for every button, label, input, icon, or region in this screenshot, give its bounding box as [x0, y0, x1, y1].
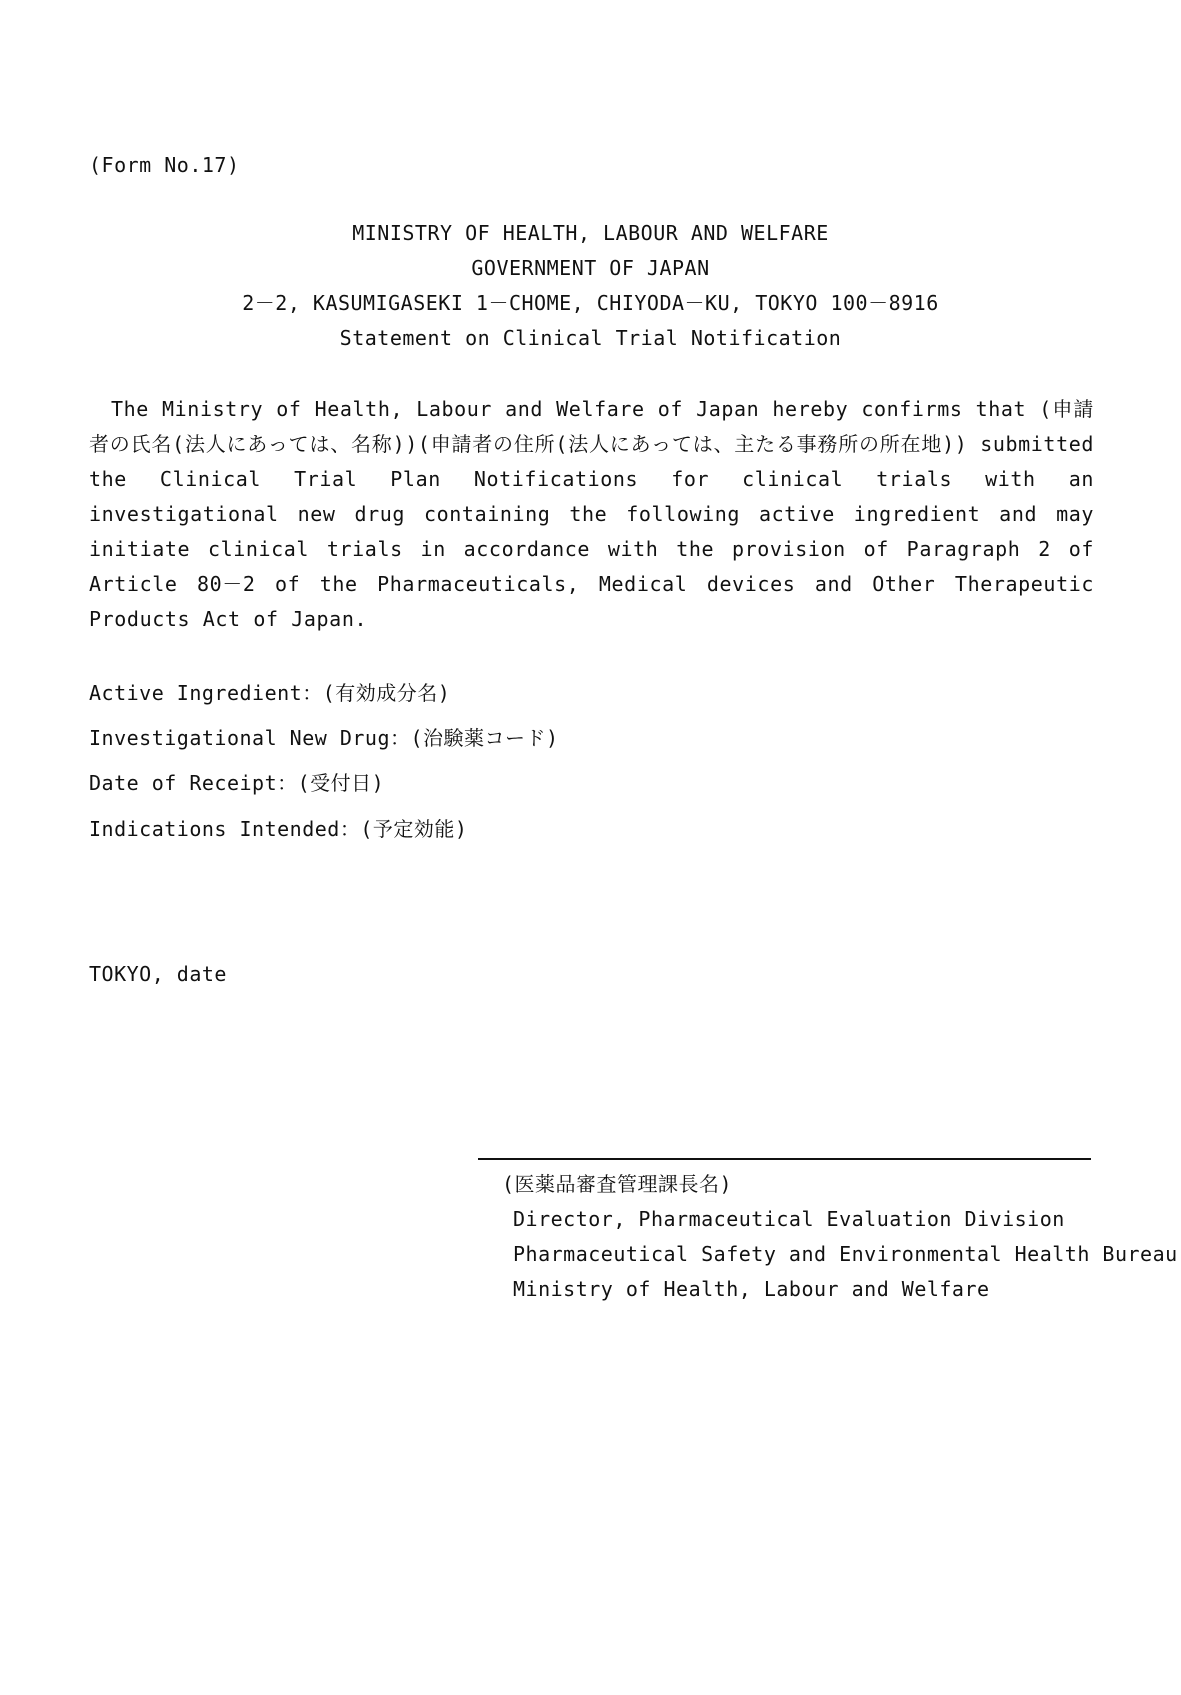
header-ministry: MINISTRY OF HEALTH, LABOUR AND WELFARE	[352, 221, 829, 245]
signature-title: Director, Pharmaceutical Evaluation Division	[513, 1207, 1065, 1231]
field-investigational-new-drug: Investigational New Drug：(治験薬コード)	[89, 726, 559, 750]
statement-text: The Ministry of Health, Labour and Welfare of Japan hereby confirms that (申請者の氏名(法人にあっては、名称))(申請者の住所(法人にあっては、主たる事務所の所在地)) submitted the Clinical Trial Plan Notifications for clinical trials with an investigational new drug containing the following active ingredient and may initiate clinical trials in accordance with the provision of Paragraph 2 of Article 80－2 of the Pharmaceuticals, Medical devices and Other Therapeutic Products Act of Japan.	[89, 397, 1094, 631]
field-indications-intended: Indications Intended：(予定効能)	[89, 817, 468, 841]
form-number: (Form No.17)	[89, 153, 240, 177]
header-government: GOVERNMENT OF JAPAN	[471, 256, 710, 280]
field-date-of-receipt: Date of Receipt：(受付日)	[89, 771, 385, 795]
header-address: 2－2, KASUMIGASEKI 1－CHOME, CHIYODA－KU, TOKYO 100－8916	[242, 291, 939, 315]
signature-name-placeholder: (医薬品審査管理課長名)	[502, 1172, 733, 1196]
signature-bureau: Pharmaceutical Safety and Environmental Health Bureau	[513, 1242, 1178, 1266]
field-active-ingredient: Active Ingredient：(有効成分名)	[89, 681, 451, 705]
signature-ministry: Ministry of Health, Labour and Welfare	[513, 1277, 990, 1301]
place-date: TOKYO, date	[89, 962, 227, 986]
document-title: Statement on Clinical Trial Notification	[339, 326, 842, 350]
signature-line	[478, 1158, 1091, 1160]
statement-paragraph	[89, 392, 1094, 637]
document-header	[0, 216, 1181, 356]
